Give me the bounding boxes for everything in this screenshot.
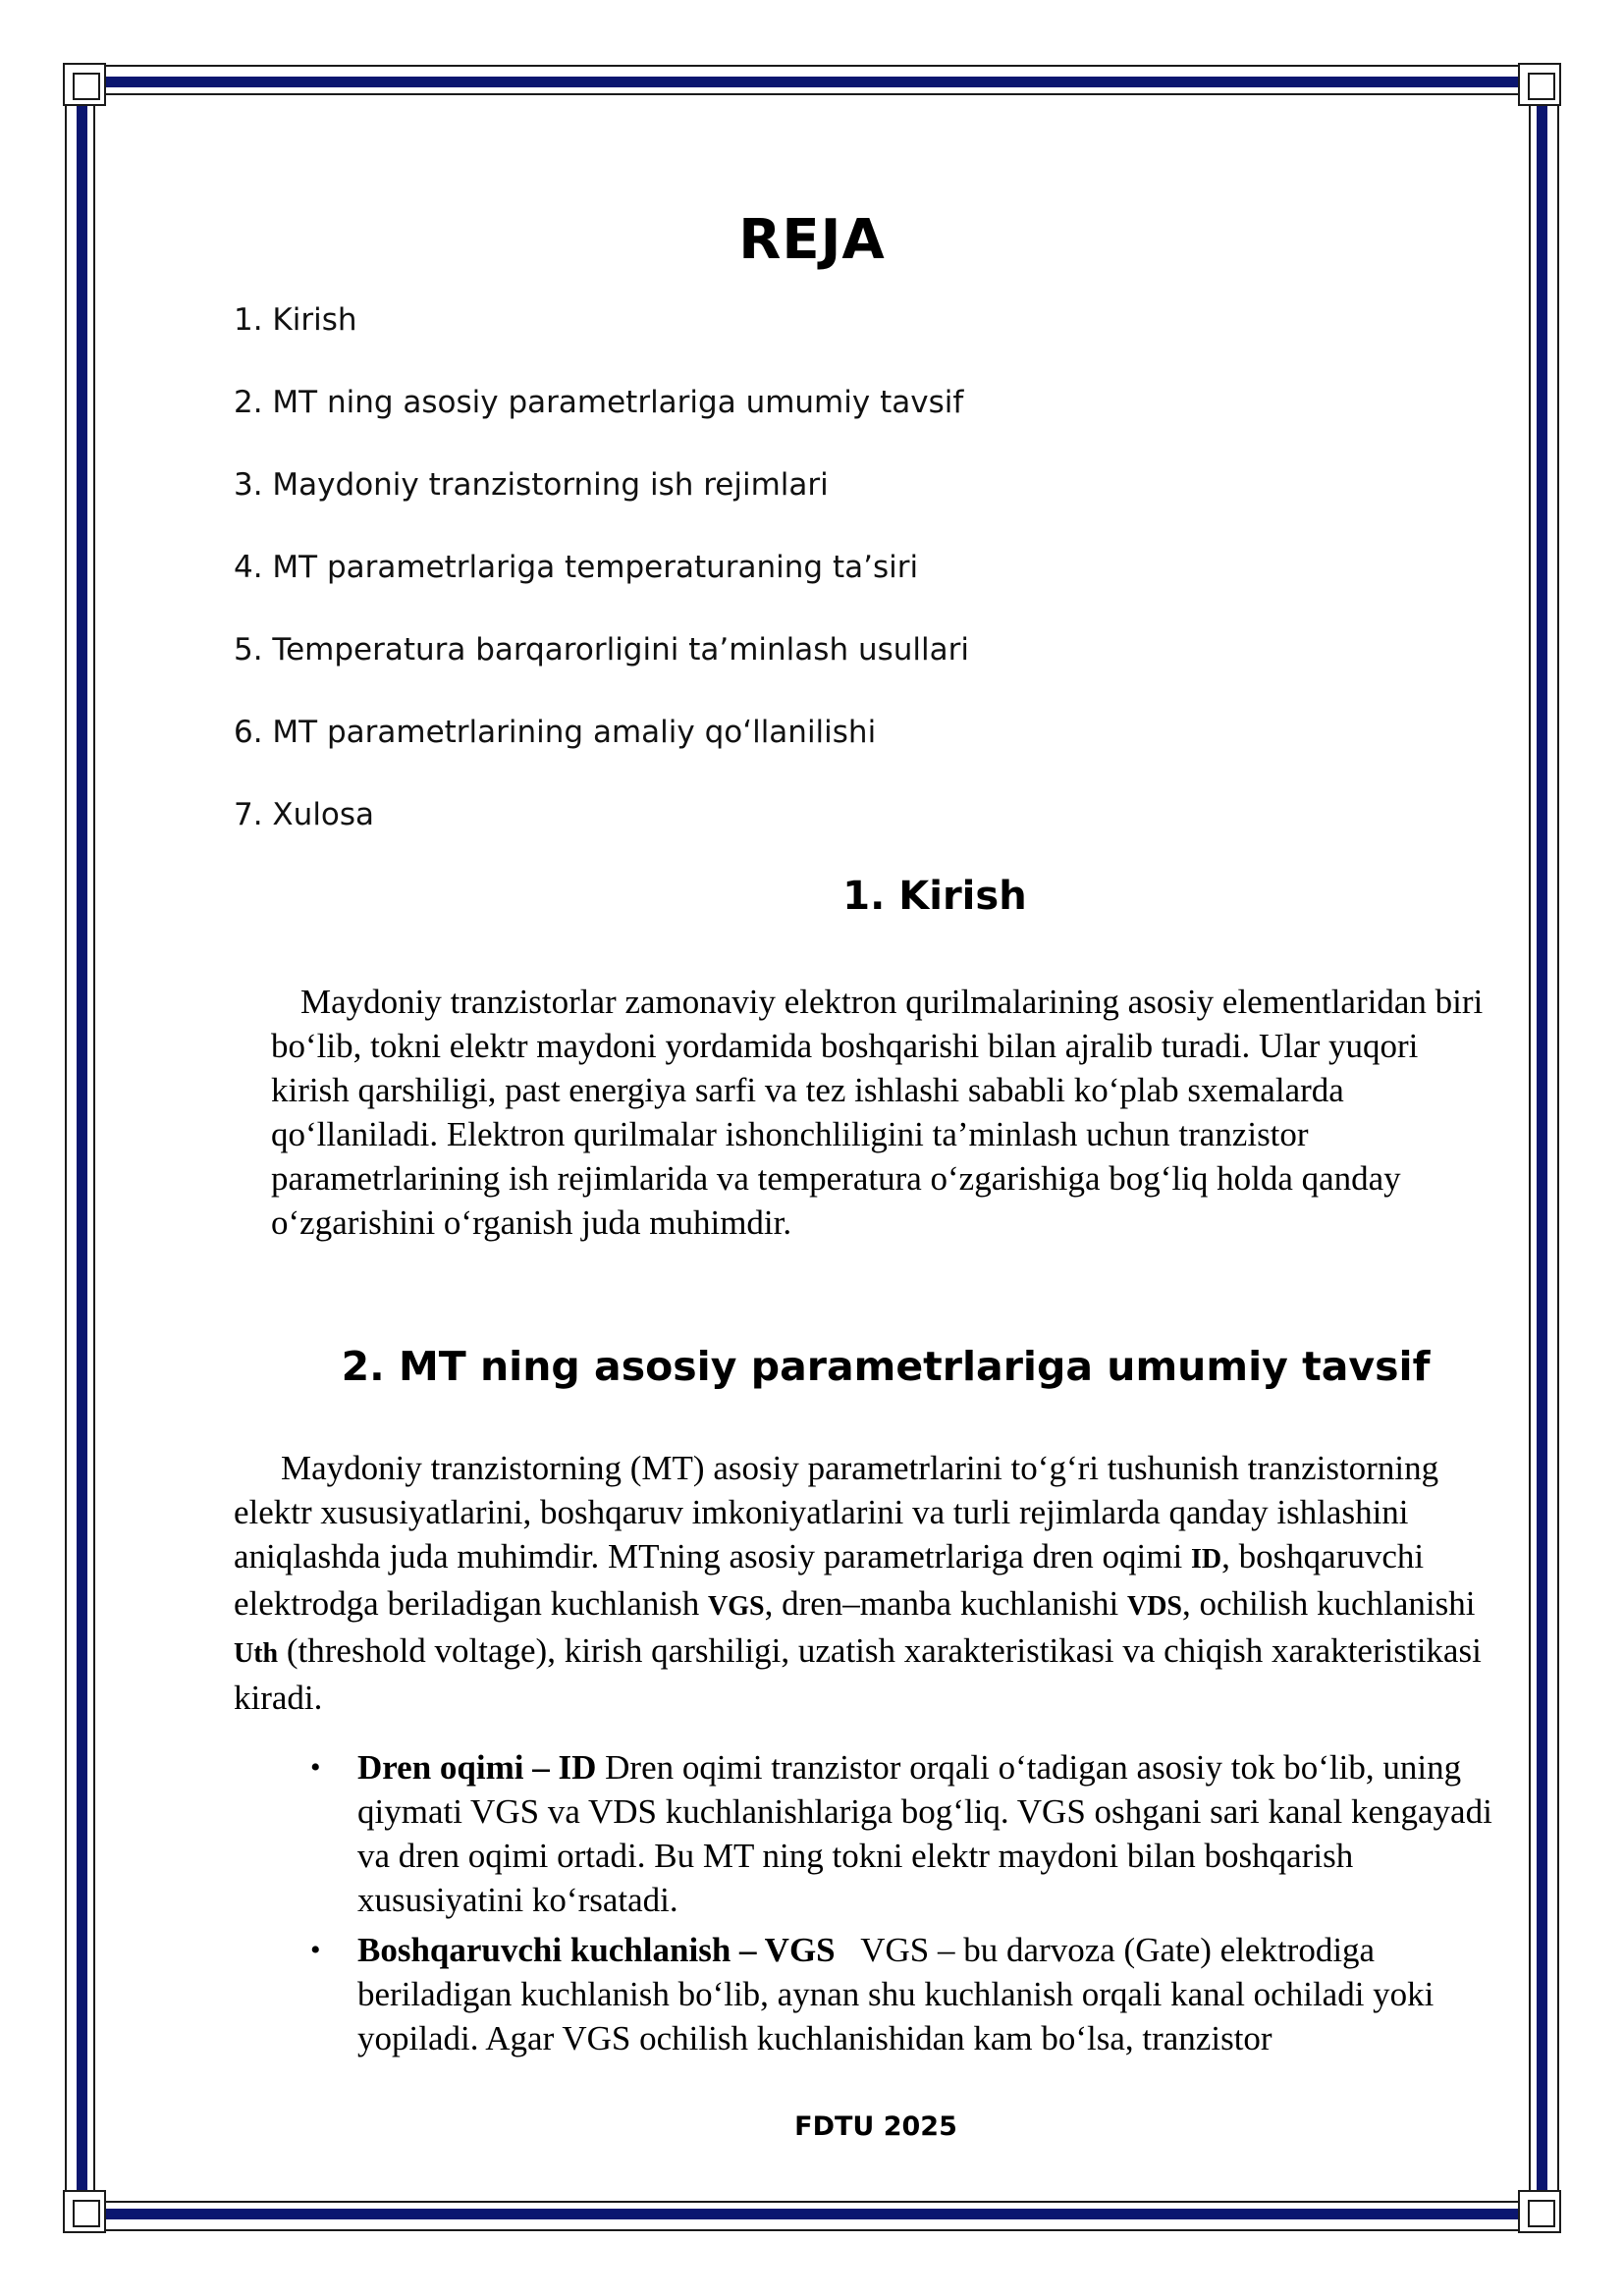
term-vds: VDS: [1126, 1591, 1182, 1622]
term-id: ID: [1190, 1544, 1222, 1575]
plan-item: 4. MT parametrlariga temperaturaning ta’siri: [234, 550, 919, 585]
border-corner-ornament: [63, 2190, 106, 2233]
border-corner-ornament: [63, 63, 106, 106]
parameters-paragraph: Maydoniy tranzistorning (MT) asosiy parametrlarini to‘g‘ri tushunish tranzistorning elektr xususiyatlarini, boshqaruv imkoniyatlarini va turli rejimlarda qanday ishlashini aniqlashda juda muhimdir. MTning asosiy parametrlariga dren oqimi ID, boshqaruvchi elektrodga beriladigan kuchlanish VGS, dren–manba kuchlanishi VDS, ochilish kuchlanishi Uth (threshold voltage), kirish qarshiligi, uzatish xarakteristikasi va chiqish xarakteristikasi kiradi.: [234, 1449, 1482, 1717]
bullet-text: VGS – bu darvoza (Gate) elektrodiga beriladigan kuchlanish bo‘lib, aynan shu kuchlanish orqali kanal ochiladi yoki yopiladi. Agar VGS ochilish kuchlanishidan kam bo‘lsa, tranzistor: [357, 1931, 1443, 2057]
bullet-icon: •: [310, 1751, 321, 1784]
plan-item: 1. Kirish: [234, 302, 357, 338]
plan-item: 7. Xulosa: [234, 797, 375, 832]
section-heading-parameters: 2. MT ning asosiy parametrlariga umumiy tavsif: [341, 1343, 1431, 1390]
parameter-bullet-list: [304, 1745, 1512, 2066]
plan-item: 3. Maydoniy tranzistorning ish rejimlari: [234, 467, 829, 503]
term-vgs: VGS: [708, 1591, 765, 1622]
plan-list: [234, 296, 969, 874]
bullet-term: Boshqaruvchi kuchlanish – VGS: [357, 1931, 836, 1969]
plan-item: 6. MT parametrlarining amaliy qo‘llanilishi: [234, 715, 877, 750]
bullet-item-boshqaruvchi-kuchlanish: [304, 1928, 1512, 2060]
plan-item: 5. Temperatura barqarorligini ta’minlash usullari: [234, 632, 969, 667]
bullet-term: Dren oqimi – ID: [357, 1748, 597, 1787]
bullet-icon: •: [310, 1934, 321, 1966]
bullet-text: Dren oqimi tranzistor orqali o‘tadigan asosiy tok bo‘lib, uning qiymati VGS va VDS kuchlanishlariga bog‘liq. VGS oshgani sari kanal kengayadi va dren oqimi ortadi. Bu MT ning tokni elektr maydoni bilan boshqarish xususiyatini ko‘rsatadi.: [357, 1748, 1492, 1919]
page-footer: FDTU 2025: [794, 2111, 957, 2142]
kirish-paragraph: Maydoniy tranzistorlar zamonaviy elektron qurilmalarining asosiy elementlaridan biri bo‘lib, tokni elektr maydoni yordamida boshqarishi bilan ajralib turadi. Ular yuqori kirish qarshiligi, past energiya sarfi va tez ishlashi sababli ko‘plab sxemalarda qo‘llaniladi. Elektron qurilmalar ishonchliligini ta’minlash uchun tranzistor parametrlarining ish rejimlarida va temperatura o‘zgarishiga bog‘liq holda qanday o‘zgarishini o‘rganish juda muhimdir.: [271, 983, 1484, 1242]
page-title: REJA: [738, 208, 886, 272]
section-heading-kirish: 1. Kirish: [842, 874, 1027, 919]
plan-item: 2. MT ning asosiy parametrlariga umumiy tavsif: [234, 385, 964, 420]
bullet-item-dren-oqimi: [304, 1745, 1512, 1922]
border-corner-ornament: [1518, 63, 1561, 106]
term-uth: Uth: [234, 1638, 279, 1669]
border-corner-ornament: [1518, 2190, 1561, 2233]
